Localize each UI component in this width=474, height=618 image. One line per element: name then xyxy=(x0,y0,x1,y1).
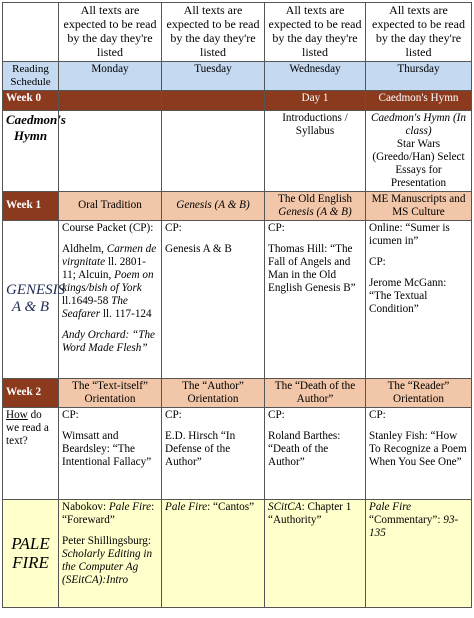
week1-wed-header-line2: Genesis (A & B) xyxy=(278,205,352,218)
week2-thu-header: The “Reader” Orientation xyxy=(366,378,472,407)
week1-tue-cp: CP: xyxy=(165,221,182,234)
week1-header-row xyxy=(3,191,472,220)
pale-fire-mon xyxy=(59,499,162,607)
week2-label: Week 2 xyxy=(3,378,59,407)
week0-tue-body xyxy=(162,111,265,192)
week2-thu-cp: CP: xyxy=(369,408,386,421)
week0-wed-body: Introductions / Syllabus xyxy=(265,111,366,192)
week2-thu-body xyxy=(366,407,472,499)
header-note-monday: All texts are expected to be read by the day they're listed xyxy=(59,3,162,62)
week1-tue-body xyxy=(162,220,265,378)
week1-wed-body xyxy=(265,220,366,378)
week2-mon-body xyxy=(59,407,162,499)
week2-wed-text: Roland Barthes: “Death of the Author” xyxy=(268,429,341,468)
commentary-text: “Commentary”: xyxy=(369,513,441,526)
week1-tue-header: Genesis (A & B) xyxy=(162,191,265,220)
seafarer-lines: ll. 117-124 xyxy=(102,307,152,320)
week1-mon-orchard: Andy Orchard: “The Word Made Flesh” xyxy=(62,328,156,354)
week2-mon-text: Wimsatt and Beardsley: “The Intentional Fallacy” xyxy=(62,429,152,468)
week2-body-row xyxy=(3,407,472,499)
header-note-tuesday: All texts are expected to be read by the day they're listed xyxy=(162,3,265,62)
commentary-pages: 93-135 xyxy=(369,513,459,539)
week2-tue-header: The “Author” Orientation xyxy=(162,378,265,407)
reading-schedule-table xyxy=(2,2,472,608)
section-genesis: GENESIS A & B xyxy=(3,220,59,378)
week1-body-row xyxy=(3,220,472,378)
pale-fire-wed xyxy=(265,499,366,607)
week2-tue-cp: CP: xyxy=(165,408,182,421)
day-wednesday: Wednesday xyxy=(265,62,366,91)
week1-mon-header: Oral Tradition xyxy=(59,191,162,220)
carmen-lines: ll. 2801-11; xyxy=(62,255,146,281)
week0-header-row xyxy=(3,91,472,111)
week0-thu-body xyxy=(366,111,472,192)
week1-thu-cp: CP: xyxy=(369,255,386,268)
days-row xyxy=(3,62,472,91)
week1-wed-text: Thomas Hill: “The Fall of Angels and Man in the Old English Genesis B” xyxy=(268,242,356,294)
week1-mon-cp: Course Packet (CP): xyxy=(62,221,154,234)
week1-wed-header xyxy=(265,191,366,220)
day-tuesday: Tuesday xyxy=(162,62,265,91)
week1-thu-online: Online: “Sumer is icumen in” xyxy=(369,221,450,247)
week2-wed-body xyxy=(265,407,366,499)
header-note-wednesday: All texts are expected to be read by the day they're listed xyxy=(265,3,366,62)
week2-question xyxy=(3,407,59,499)
week0-label: Week 0 xyxy=(3,91,59,111)
section-caedmon: Caedmon's Hymn xyxy=(3,111,59,192)
cantos-text: : “Cantos” xyxy=(207,500,255,513)
week1-wed-header-line1: The Old English xyxy=(278,192,352,205)
commentary-line xyxy=(369,514,468,540)
pale-fire-mon-line1 xyxy=(62,501,158,527)
aldhelm-text: Aldhelm, xyxy=(62,242,104,255)
week1-thu-body xyxy=(366,220,472,378)
authority-text: : Chapter 1 “Authority” xyxy=(268,500,352,526)
week1-label: Week 1 xyxy=(3,191,59,220)
week0-thu-header: Caedmon's Hymn xyxy=(366,91,472,111)
scitca-title: SCitCA xyxy=(268,500,302,513)
week2-tue-body xyxy=(162,407,265,499)
section-pale-fire: PALE FIRE xyxy=(3,499,59,607)
pale-fire-row xyxy=(3,499,472,607)
week1-tue-text: Genesis A & B xyxy=(165,242,232,255)
poem-lines: ll.1649-58 xyxy=(62,294,109,307)
pale-fire-title: Pale Fire xyxy=(108,500,152,513)
week1-thu-text: Jerome McGann: “The Textual Condition” xyxy=(369,276,447,315)
day-thursday: Thursday xyxy=(366,62,472,91)
week2-header-row xyxy=(3,378,472,407)
seafarer-title: The Seafarer xyxy=(62,294,128,320)
week0-body-row xyxy=(3,111,472,192)
pale-fire-thu xyxy=(366,499,472,607)
week0-thu-rest: Star Wars (Greedo/Han) Select Essays for Presentation xyxy=(372,137,465,189)
week2-thu-text: Stanley Fish: “How To Recognize a Poem When You See One” xyxy=(369,429,467,468)
pale-fire-tue xyxy=(162,499,265,607)
week0-wed-header: Day 1 xyxy=(265,91,366,111)
week0-mon-body xyxy=(59,111,162,192)
poem-title: Poem on kings/bish of York xyxy=(62,268,154,294)
carmen-title: Carmen de virgnitate xyxy=(62,242,157,268)
week2-mon-header: The “Text-itself” Orientation xyxy=(59,378,162,407)
week1-thu-header: ME Manuscripts and MS Culture xyxy=(366,191,472,220)
week2-mon-cp: CP: xyxy=(62,408,79,421)
shillingsburg-text: Peter Shillingsburg: xyxy=(62,534,151,547)
reading-schedule-label: Reading Schedule xyxy=(3,62,59,91)
alcuin-text: Alcuin, xyxy=(78,268,112,281)
question-rest: do we read a text? xyxy=(6,408,49,447)
week0-tue-header xyxy=(162,91,265,111)
week2-wed-header: The “Death of the Author” xyxy=(265,378,366,407)
week2-tue-text: E.D. Hirsch “In Defense of the Author” xyxy=(165,429,236,468)
header-note-thursday: All texts are expected to be read by the day they're listed xyxy=(366,3,472,62)
week0-thu-italic: Caedmon's Hymn (In class) xyxy=(371,112,466,137)
nabokov-text: Nabokov: xyxy=(62,500,107,513)
pale-fire-tue-title: Pale Fire xyxy=(165,500,208,513)
foreward-text: : “Foreward” xyxy=(62,500,155,526)
week2-wed-cp: CP: xyxy=(268,408,285,421)
day-monday: Monday xyxy=(59,62,162,91)
week0-mon-header xyxy=(59,91,162,111)
header-note-row xyxy=(3,3,472,62)
question-how: How xyxy=(6,408,28,421)
week1-mon-readings xyxy=(62,243,158,321)
week1-mon-body xyxy=(59,220,162,378)
corner-cell xyxy=(3,3,59,62)
pale-fire-thu-title: Pale Fire xyxy=(369,500,412,513)
week1-wed-cp: CP: xyxy=(268,221,285,234)
scholarly-editing-title: Scholarly Editing in the Computer Ag (SEitCA):Intro xyxy=(62,547,153,586)
